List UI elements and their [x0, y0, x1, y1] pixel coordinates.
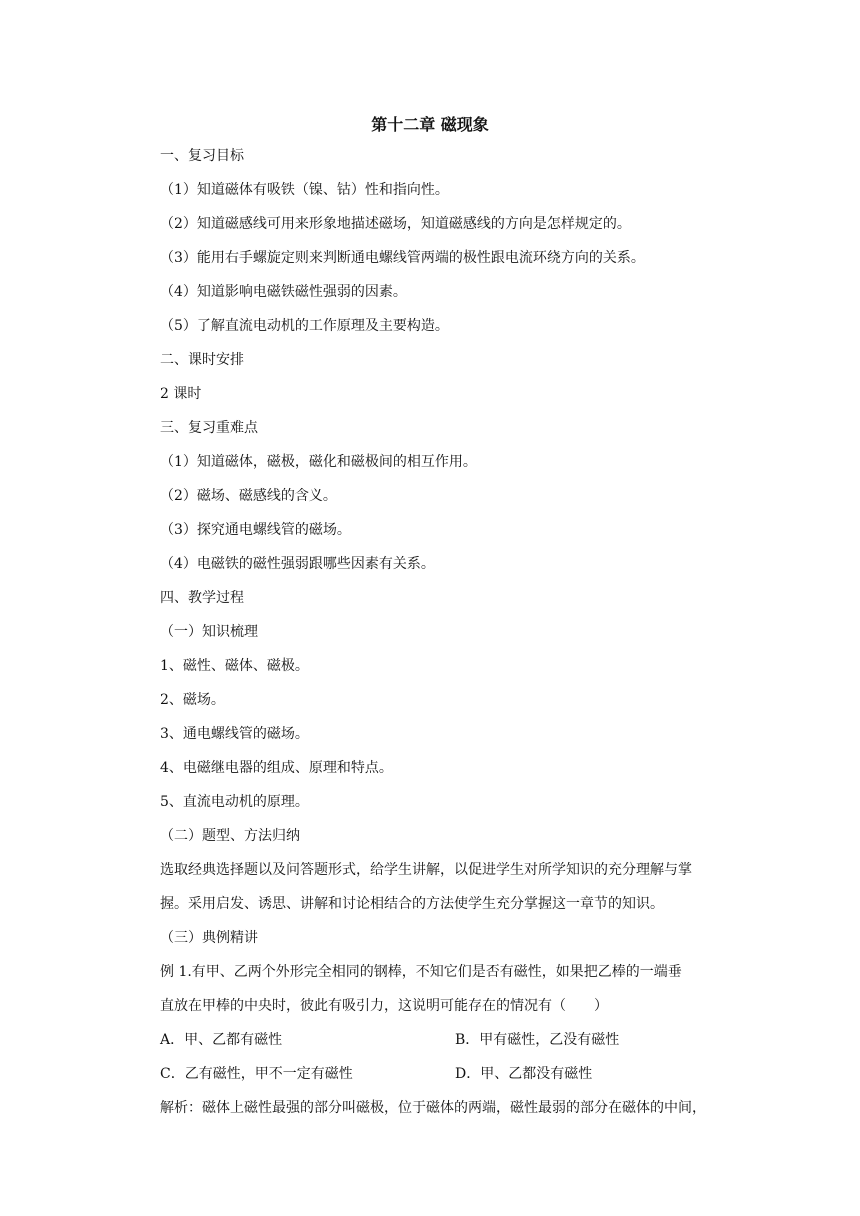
- methods-paragraph-line-1: 选取经典选择题以及问答题形式，给学生讲解，以促进学生对所学知识的充分理解与掌: [160, 862, 692, 878]
- key-point-1: （1）知道磁体，磁极，磁化和磁极间的相互作用。: [160, 454, 477, 470]
- knowledge-item-3: 3、通电螺线管的磁场。: [160, 726, 309, 742]
- analysis-line-1: 解析：磁体上磁性最强的部分叫磁极，位于磁体的两端，磁性最弱的部分在磁体的中间，: [160, 1100, 706, 1116]
- goal-item-5: （5）了解直流电动机的工作原理及主要构造。: [160, 318, 449, 334]
- example-1-line-1: 例 1.有甲、乙两个外形完全相同的钢棒，不知它们是否有磁性，如果把乙棒的一端垂: [160, 964, 682, 980]
- subsection-methods: （二）题型、方法归纳: [160, 828, 300, 844]
- knowledge-item-1: 1、磁性、磁体、磁极。: [160, 658, 309, 674]
- key-point-3: （3）探究通电螺线管的磁场。: [160, 522, 351, 538]
- key-point-4: （4）电磁铁的磁性强弱跟哪些因素有关系。: [160, 556, 435, 572]
- chapter-title: 第十二章 磁现象: [371, 115, 489, 134]
- subsection-examples: （三）典例精讲: [160, 930, 258, 946]
- option-a: A．甲、乙都有磁性: [160, 1032, 283, 1048]
- goal-item-3: （3）能用右手螺旋定则来判断通电螺线管两端的极性跟电流环绕方向的关系。: [160, 250, 645, 266]
- methods-paragraph-line-2: 握。采用启发、诱思、讲解和讨论相结合的方法使学生充分掌握这一章节的知识。: [160, 896, 664, 912]
- key-point-2: （2）磁场、磁感线的含义。: [160, 488, 337, 504]
- goal-item-1: （1）知道磁体有吸铁（镍、钴）性和指向性。: [160, 182, 449, 198]
- knowledge-item-5: 5、直流电动机的原理。: [160, 794, 309, 810]
- option-b: B．甲有磁性，乙没有磁性: [455, 1032, 620, 1048]
- knowledge-item-4: 4、电磁继电器的组成、原理和特点。: [160, 760, 393, 776]
- section-heading-process: 四、教学过程: [160, 590, 244, 606]
- option-d: D．甲、乙都没有磁性: [455, 1066, 593, 1082]
- knowledge-item-2: 2、磁场。: [160, 692, 225, 708]
- goal-item-4: （4）知道影响电磁铁磁性强弱的因素。: [160, 284, 407, 300]
- section-heading-schedule: 二、课时安排: [160, 352, 244, 368]
- schedule-hours: 2 课时: [160, 386, 202, 402]
- option-c: C．乙有磁性，甲不一定有磁性: [160, 1066, 353, 1082]
- section-heading-goals: 一、复习目标: [160, 148, 244, 164]
- example-1-line-2: 直放在甲棒的中央时，彼此有吸引力，这说明可能存在的情况有（ ）: [160, 998, 608, 1014]
- subsection-knowledge: （一）知识梳理: [160, 624, 258, 640]
- goal-item-2: （2）知道磁感线可用来形象地描述磁场，知道磁感线的方向是怎样规定的。: [160, 216, 631, 232]
- section-heading-key-points: 三、复习重难点: [160, 420, 258, 436]
